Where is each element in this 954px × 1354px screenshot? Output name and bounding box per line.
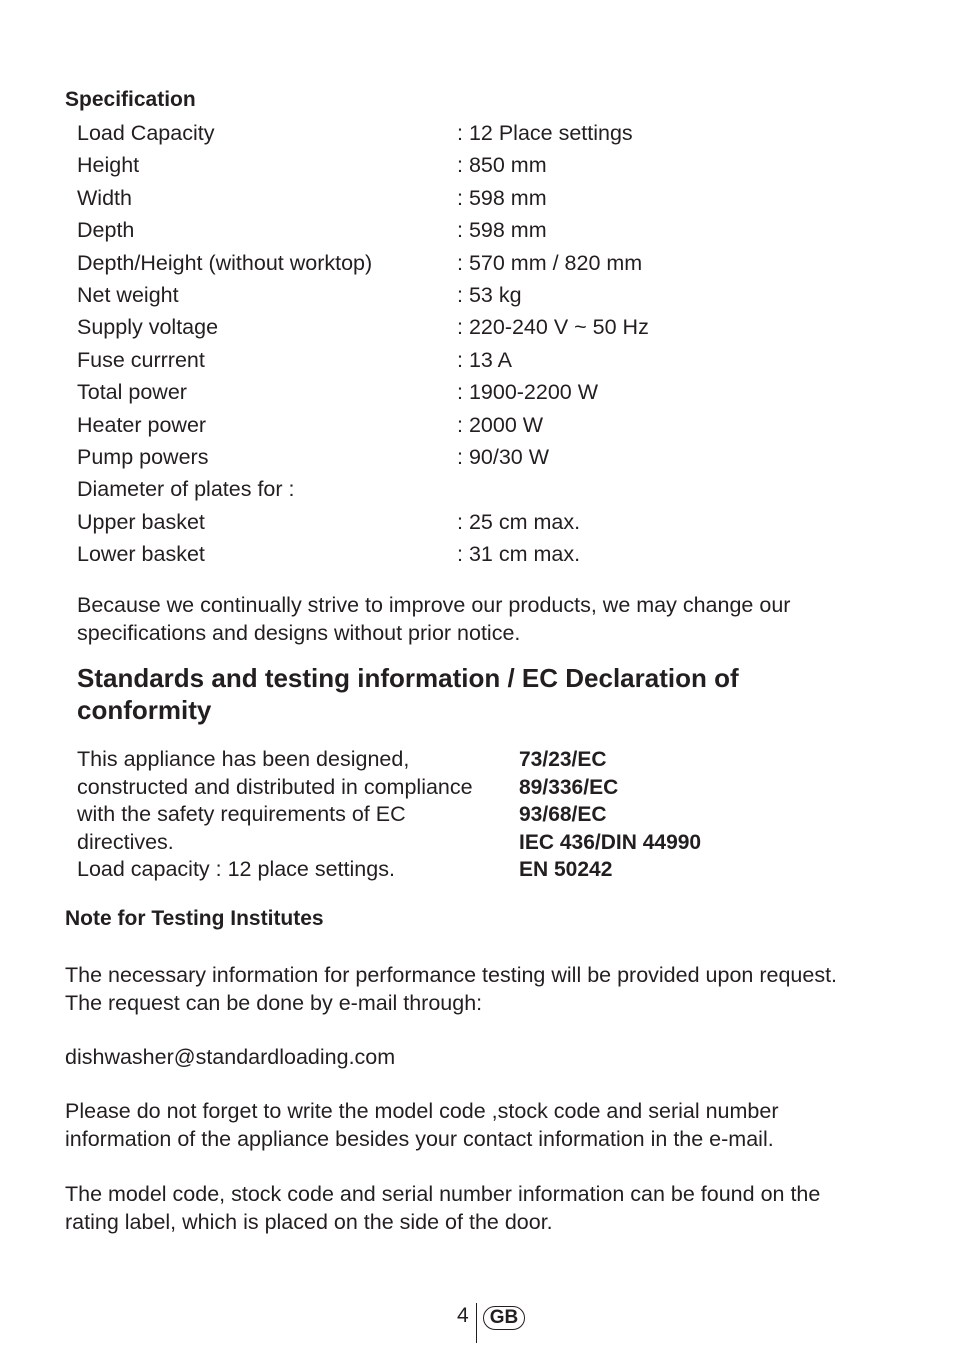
spec-value: : 12 Place settings xyxy=(457,121,633,145)
directive-item: IEC 436/DIN 44990 xyxy=(519,830,702,854)
compliance-line: with the safety requirements of EC xyxy=(77,802,406,826)
spec-label: Depth xyxy=(77,218,135,243)
compliance-text xyxy=(77,746,517,884)
spec-value: : 2000 W xyxy=(457,412,544,437)
directive-item: 93/68/EC xyxy=(519,803,607,826)
spec-row xyxy=(77,149,777,181)
standards-heading-line: Standards and testing information / EC Declaration of xyxy=(77,663,739,693)
directive-item: 73/23/EC xyxy=(519,748,607,771)
testing-note-heading: Note for Testing Institutes xyxy=(65,907,324,930)
directive-item: EN 50242 xyxy=(519,858,613,881)
spec-row xyxy=(77,473,777,505)
email-instructions-paragraph xyxy=(65,1097,915,1153)
spec-value: : 13 A xyxy=(457,347,512,372)
compliance-line: constructed and distributed in compliance xyxy=(77,774,473,799)
testing-request-paragraph xyxy=(65,961,915,1017)
rating-label-paragraph xyxy=(65,1180,915,1236)
compliance-line: Load capacity : 12 place settings. xyxy=(77,857,395,881)
paragraph-line: Please do not forget to write the model code ,stock code and serial number xyxy=(65,1099,779,1123)
spec-value: : 850 mm xyxy=(457,153,547,178)
spec-row xyxy=(77,376,777,408)
spec-row xyxy=(77,214,777,246)
directive-list xyxy=(519,746,819,884)
spec-label: Heater power xyxy=(77,412,207,437)
spec-row xyxy=(77,506,777,538)
spec-value: : 31 cm max. xyxy=(457,542,581,567)
paragraph-line: The necessary information for performance testing will be provided upon request. xyxy=(65,963,838,987)
spec-value: : 570 mm / 820 mm xyxy=(457,250,643,275)
contact-email: dishwasher@standardloading.com xyxy=(65,1045,396,1069)
spec-value: : 598 mm xyxy=(457,218,547,243)
spec-row xyxy=(77,344,777,376)
footer-divider xyxy=(476,1303,477,1343)
compliance-line: This appliance has been designed, xyxy=(77,747,410,771)
spec-row xyxy=(77,441,777,473)
change-notice: Because we continually strive to improve our products, we may change our specifications and designs without prior notice. xyxy=(77,593,791,645)
spec-row xyxy=(77,311,777,343)
spec-row xyxy=(77,279,777,311)
spec-label: Upper basket xyxy=(77,509,205,534)
spec-value: : 90/30 W xyxy=(457,444,550,469)
spec-label: Lower basket xyxy=(77,542,205,567)
spec-label: Width xyxy=(77,185,132,210)
spec-value: : 598 mm xyxy=(457,185,547,210)
spec-label: Depth/Height (without worktop) xyxy=(77,250,373,275)
paragraph-line: The model code, stock code and serial number information can be found on the xyxy=(65,1182,821,1206)
spec-value: : 53 kg xyxy=(457,282,522,307)
spec-row xyxy=(77,538,777,570)
paragraph-line: rating label, which is placed on the side of the door. xyxy=(65,1210,553,1234)
spec-row xyxy=(77,182,777,214)
spec-label: Net weight xyxy=(77,282,179,307)
spec-label: Supply voltage xyxy=(77,315,219,340)
spec-label: Height xyxy=(77,153,140,178)
spec-label: Diameter of plates for : xyxy=(77,477,295,502)
directive-item: 89/336/EC xyxy=(519,775,619,799)
standards-heading xyxy=(77,662,857,726)
page-number: 4 xyxy=(457,1304,469,1327)
compliance-line: directives. xyxy=(77,829,174,854)
standards-heading-line: conformity xyxy=(77,695,212,725)
specification-heading: Specification xyxy=(65,88,196,111)
paragraph-line: information of the appliance besides your contact information in the e-mail. xyxy=(65,1127,774,1151)
specification-table xyxy=(77,117,777,570)
spec-label: Pump powers xyxy=(77,444,209,469)
spec-label: Fuse currrent xyxy=(77,347,205,372)
spec-value: : 220-240 V ~ 50 Hz xyxy=(457,315,649,340)
spec-row xyxy=(77,409,777,441)
spec-value: : 25 cm max. xyxy=(457,509,581,534)
spec-label: Load Capacity xyxy=(77,121,215,145)
paragraph-line: The request can be done by e-mail through: xyxy=(65,991,483,1015)
language-badge: GB xyxy=(483,1306,525,1330)
spec-label: Total power xyxy=(77,380,187,405)
spec-row xyxy=(77,247,777,279)
spec-value: : 1900-2200 W xyxy=(457,380,599,405)
spec-row xyxy=(77,117,777,149)
